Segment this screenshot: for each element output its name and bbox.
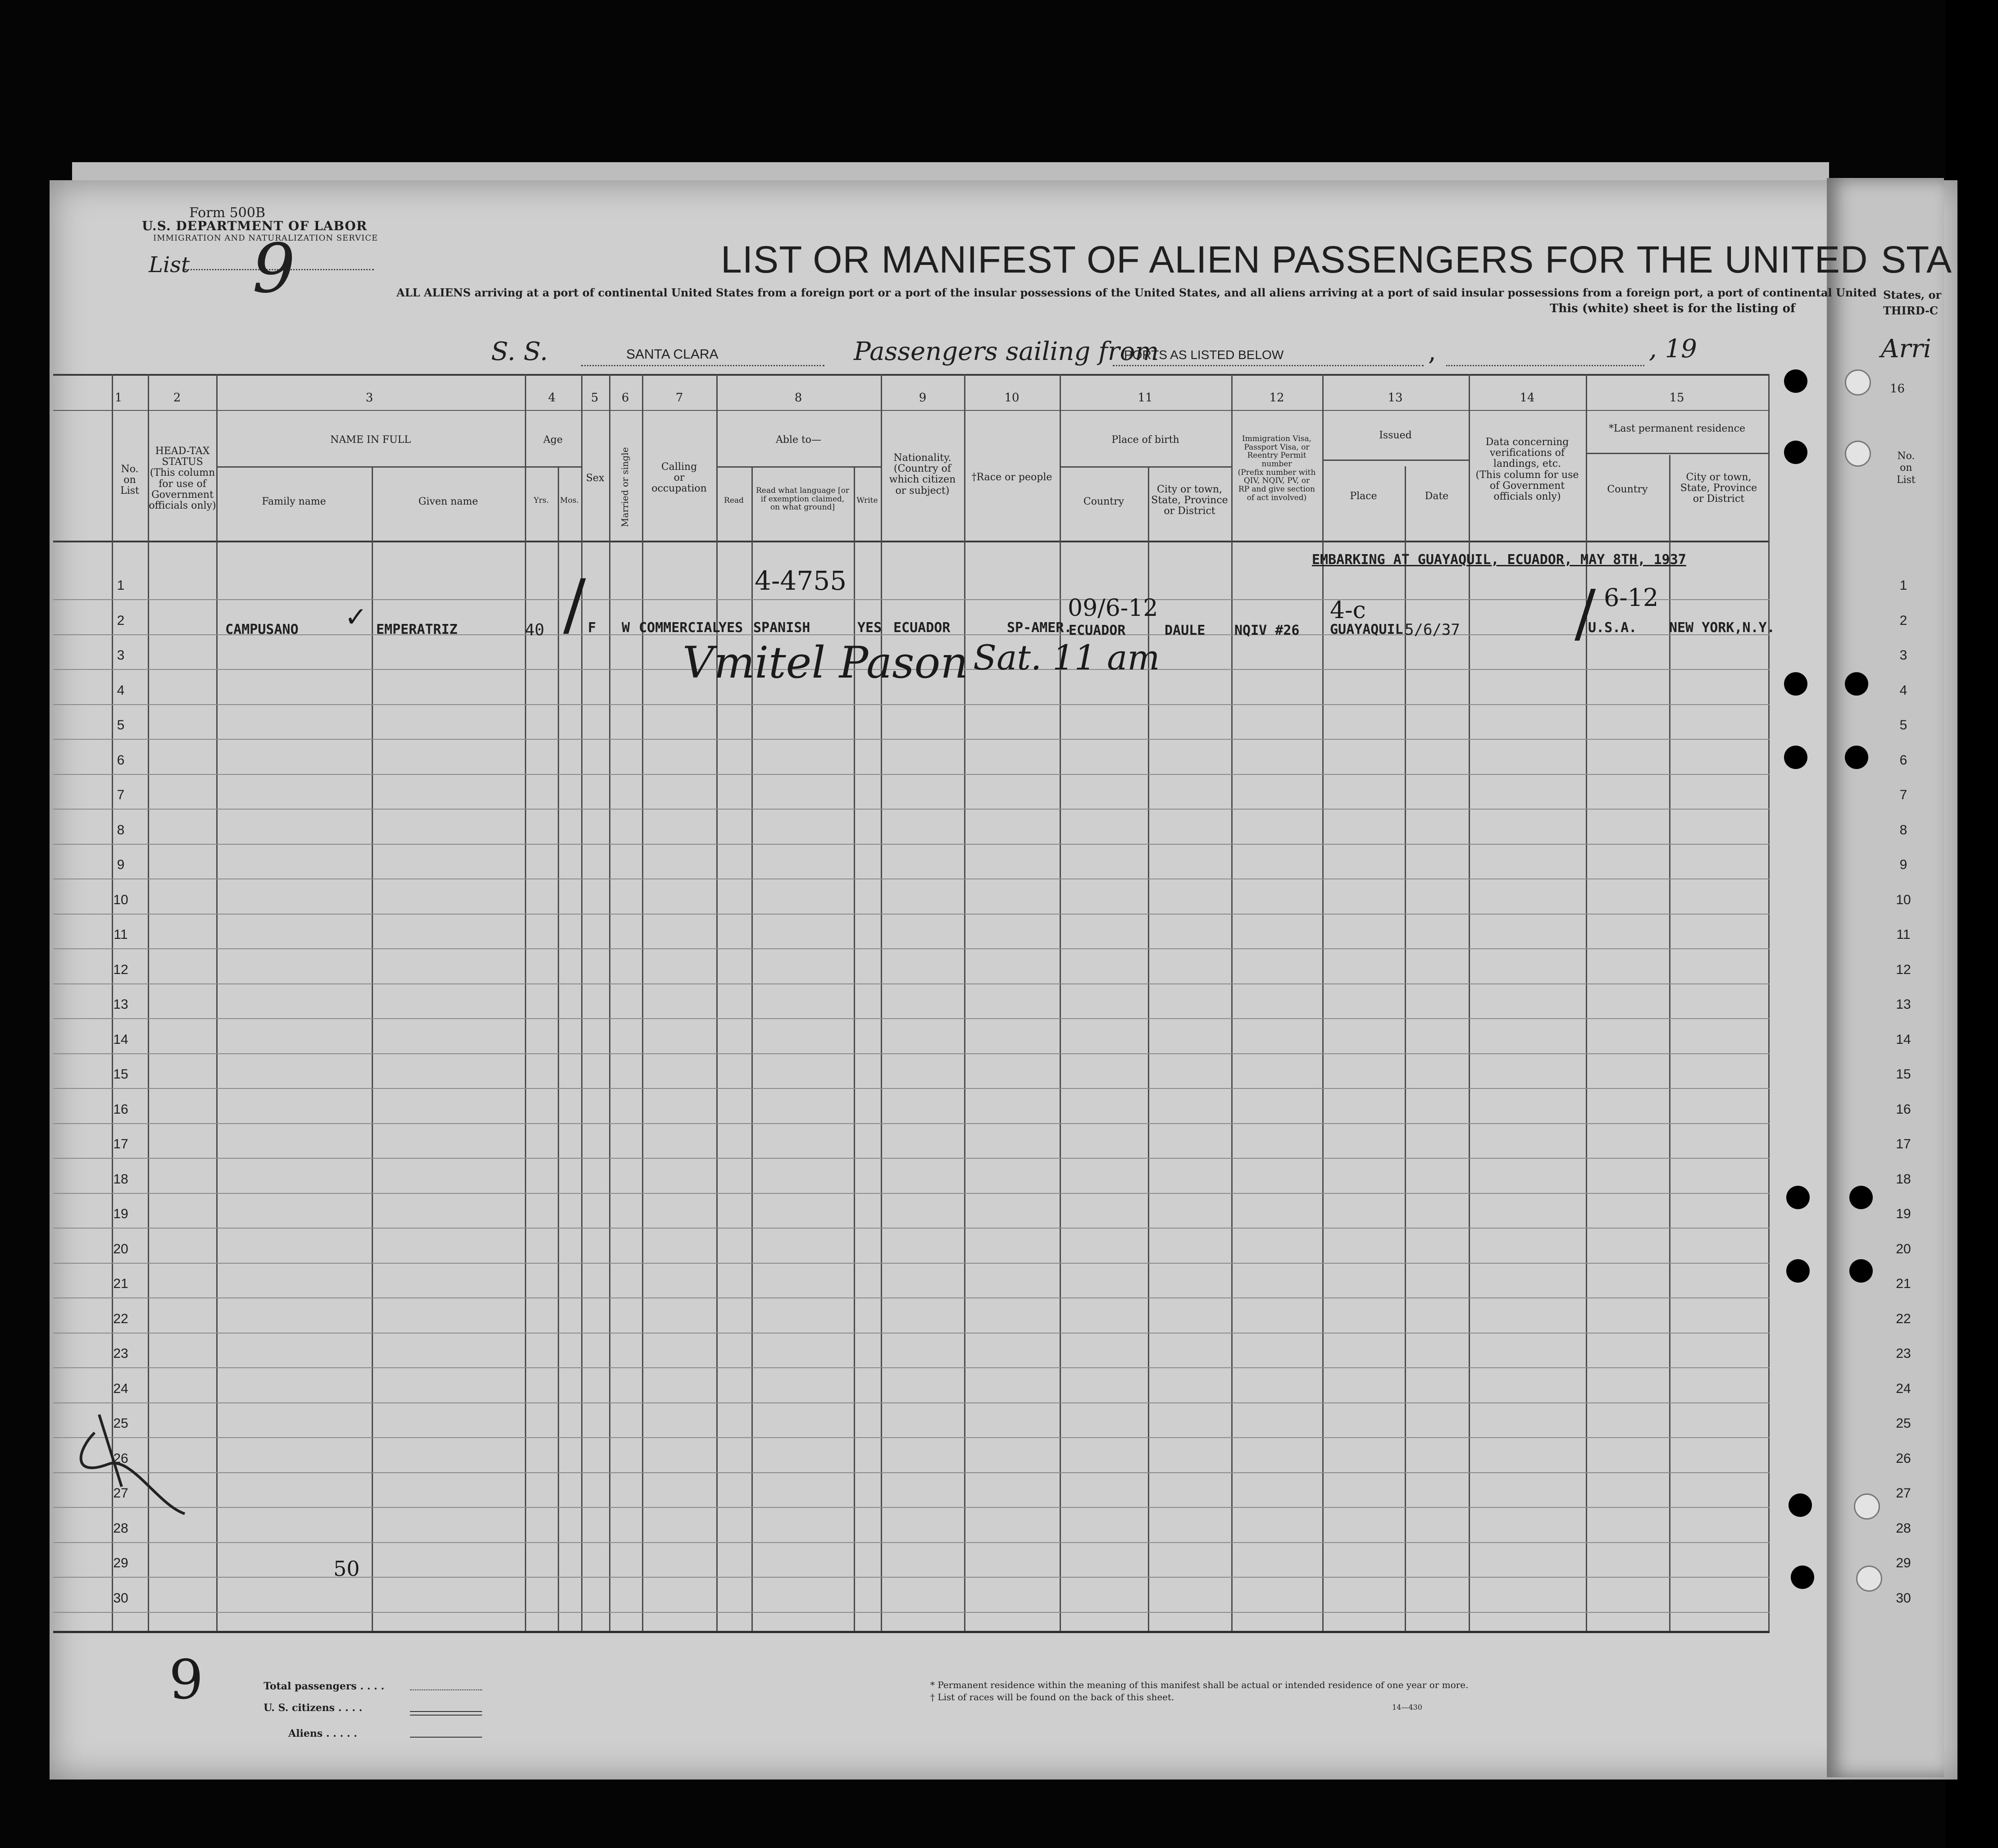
row-rule [53,1507,1770,1508]
header-head-tax: HEAD-TAX STATUS (This column for use of Government officials only) [149,446,216,511]
language-cell: SPANISH [753,620,810,636]
punch-hole [1856,1566,1882,1592]
row-number: 6 [117,752,125,768]
header-given-name: Given name [418,496,478,507]
aliens-label: Aliens . . . . . [288,1728,357,1739]
ship-line [581,365,824,366]
pen-scribble [68,1397,203,1523]
row-rule [53,983,1770,984]
facing-row-number: 30 [1896,1590,1911,1606]
manifest-subtitle: ALL ALIENS arriving at a port of continental United States from a foreign port or a port of the insular possessions of the United States, and all aliens arriving at a port of said insular possessions from a foreign port, a port of continental United [396,286,1877,299]
col-line [1768,374,1770,1631]
row-rule [53,1263,1770,1264]
group-rule [1586,453,1768,454]
row-rule [53,739,1770,740]
header-issued-place: Place [1350,491,1377,502]
form-code: 14—430 [1392,1703,1422,1711]
row-number: 1 [117,578,125,593]
row-rule [53,948,1770,949]
facing-row-number: 26 [1896,1451,1911,1466]
facing-subtitle-2: THIRD-C [1883,304,1939,317]
row-rule [53,1402,1770,1403]
row-rule [53,1228,1770,1229]
row-number: 25 [113,1416,128,1431]
row-rule [53,704,1770,705]
column-number: 8 [794,391,802,405]
col-line [372,466,373,1631]
manifest-title: LIST OR MANIFEST OF ALIEN PASSENGERS FOR THE UNITED [721,238,1868,281]
row-number: 17 [113,1137,128,1152]
row-number: 10 [113,892,128,907]
ship-label: S. S. [491,337,548,366]
header-marital: Married or single [619,447,630,527]
facing-row-number: 13 [1896,997,1911,1012]
row-number: 19 [113,1206,128,1221]
group-rule [716,466,881,468]
col-line [609,374,610,1631]
facing-row-number: 16 [1896,1102,1911,1117]
header-rule [53,541,1770,542]
ports-line [1113,365,1424,366]
row-rule [53,1437,1770,1438]
row-rule [53,1297,1770,1298]
row-number: 5 [117,718,125,733]
facing-row-number: 28 [1896,1520,1911,1536]
time-handwritten-note: Sat. 11 am [973,637,1160,678]
facing-row-number: 1 [1899,578,1907,593]
birth-city-cell: DAULE [1165,623,1206,638]
col-line [1405,466,1406,1631]
header-family-name: Family name [262,496,326,507]
row-number: 9 [117,857,125,872]
row-number: 11 [114,927,128,942]
row-number: 26 [113,1451,128,1466]
column-number: 15 [1669,391,1684,405]
row-rule [53,1123,1770,1124]
row-number: 8 [117,822,125,838]
row-rule [53,844,1770,845]
visa-handwritten-note: 4-c [1330,597,1366,624]
facing-row-number: 10 [1896,892,1911,907]
column-number: 12 [1269,391,1284,405]
residence-slash: / [1575,577,1596,650]
group-rule [1322,460,1469,461]
punch-hole [1845,369,1871,396]
column-number: 7 [675,391,683,405]
residence-footnote: * Permanent residence within the meaning of this manifest shall be actual or intended residence of one year or more. [930,1680,1469,1690]
column-number: 10 [1004,391,1019,405]
facing-row-number: 12 [1896,962,1911,977]
col-line [1060,374,1061,1631]
us-citizens-line-2 [410,1715,482,1716]
header-read-language: Read what language [or if exemption claimed, on what ground] [756,486,849,512]
facing-row-number: 8 [1899,822,1907,838]
facing-row-number: 21 [1896,1276,1911,1291]
row-rule [53,878,1770,879]
row-rule [53,1333,1770,1334]
header-place-of-birth: Place of birth [1111,434,1179,446]
row-number: 27 [113,1486,128,1501]
facing-row-number: 6 [1899,752,1907,768]
column-number: 1 [114,391,123,405]
header-nationality: Nationality. (Country of which citizen or subject) [889,452,956,496]
facing-row-number: 15 [1896,1067,1911,1082]
check-mark: ✓ [345,601,368,633]
header-res-country: Country [1607,484,1648,495]
header-able-to: Able to— [775,434,822,446]
header-write: Write [856,496,878,505]
header-name-in-full: NAME IN FULL [330,434,411,446]
family-name-cell: CAMPUSANO [225,622,299,637]
punch-hole [1849,1186,1873,1209]
sailing-from: PORTS AS LISTED BELOW [1124,348,1284,362]
facing-row-number: 27 [1896,1486,1911,1501]
year-prefix: , 19 [1649,334,1697,364]
header-race: †Race or people [971,472,1052,483]
list-number: 9 [252,230,296,308]
row-rule [53,1367,1770,1368]
row-rule [53,1472,1770,1473]
row-number: 20 [113,1241,128,1256]
header-last-residence: *Last permanent residence [1608,423,1746,434]
issued-place-cell: GUAYAQUIL [1330,622,1403,637]
manifest-sheet [50,180,1957,1780]
table-bottom-rule [53,1631,1770,1633]
row-number: 23 [113,1346,128,1361]
column-number: 6 [621,391,629,405]
row-number: 12 [113,962,128,977]
header-res-city: City or town, State, Province or District [1680,472,1757,505]
punch-hole [1784,746,1807,769]
race-footnote: † List of races will be found on the back of this sheet. [930,1692,1174,1702]
row-number: 3 [117,648,125,663]
us-citizens-label: U. S. citizens . . . . [264,1702,363,1714]
header-read: Read [724,496,744,505]
facing-row-number: 22 [1896,1311,1911,1326]
visa-cell: NQIV #26 [1234,623,1300,638]
column-number: 14 [1520,391,1535,405]
facing-page [1827,178,1944,1777]
given-name-cell: EMPERATRIZ [376,622,458,637]
column-number: 3 [365,391,373,405]
punch-hole [1784,441,1807,464]
facing-row-number: 24 [1896,1381,1911,1396]
read-cell: YES [719,620,743,636]
date-line [1446,365,1644,366]
column-number: 13 [1388,391,1403,405]
row-rule [53,1542,1770,1543]
header-visa: Immigration Visa, Passport Visa, or Reentry Permit number (Prefix number with QIV, NQIV, PV, or RP and give section of act involved) [1238,434,1316,502]
row-number: 18 [113,1171,128,1187]
service-name: IMMIGRATION AND NATURALIZATION SERVICE [153,233,378,243]
department-name: U.S. DEPARTMENT OF LABOR [142,218,368,233]
row-number: 30 [113,1590,128,1606]
total-passengers-line [410,1689,482,1690]
facing-row-number: 3 [1899,648,1907,663]
punch-hole [1789,1493,1812,1517]
footer-list-number: 9 [169,1649,204,1711]
facing-row-number: 18 [1896,1171,1911,1187]
punch-hole [1845,441,1871,467]
row-rule [53,1053,1770,1054]
row-number: 4 [117,683,125,698]
facing-row-number: 4 [1899,683,1907,698]
row-number: 2 [117,613,125,628]
facing-row-number: 20 [1896,1241,1911,1256]
nationality-cell: ECUADOR [893,620,951,636]
facing-row-number: 17 [1896,1137,1911,1152]
column-number: 5 [591,391,599,405]
punch-hole [1784,672,1807,696]
row-rule [53,1193,1770,1194]
age-slash: / [563,565,586,644]
age-years-cell: 40 [525,621,545,639]
group-rule [525,466,581,468]
column-number: 9 [919,391,927,405]
facing-title: STA [1881,238,1952,281]
facing-row-number: 29 [1896,1556,1911,1570]
column-number: 4 [548,391,556,405]
facing-row-number: 2 [1899,613,1907,628]
row-number: 24 [113,1381,128,1396]
facing-col-header: No. on List [1897,451,1916,486]
ship-name: SANTA CLARA [626,347,719,362]
facing-row-number: 5 [1899,718,1907,733]
group-rule [216,466,525,468]
facing-row-number: 25 [1896,1416,1911,1431]
punch-hole [1786,1186,1810,1209]
header-verifications: Data concerning verifications of landings, etc. (This column for use of Government officials only) [1475,437,1579,502]
us-citizens-line [410,1711,482,1712]
row-rule [53,599,1770,600]
row-number: 16 [113,1102,128,1117]
column-number: 2 [173,391,181,405]
header-age-months: Mos. [560,496,579,505]
row-number: 22 [113,1311,128,1326]
aliens-line [410,1737,482,1738]
row-rule [53,1158,1770,1159]
header-issued: Issued [1379,430,1412,441]
residence-country-cell: U.S.A. [1588,620,1637,636]
count-note: 50 [333,1557,360,1581]
group-rule [1060,466,1231,468]
facing-row-number: 23 [1896,1346,1911,1361]
row-number: 13 [113,997,128,1012]
row-rule [53,1612,1770,1613]
residence-handwritten-note: 6-12 [1604,583,1659,612]
sex-cell: F [588,620,596,636]
issued-date-cell: 5/6/37 [1405,621,1460,639]
race-cell: SP-AMER. [1007,620,1072,636]
facing-row-number: 14 [1896,1032,1911,1047]
birth-handwritten-note: 09/6-12 [1068,595,1158,622]
row-number: 7 [117,787,125,802]
row-number: 15 [113,1067,128,1082]
form-number: Form 500B [189,205,265,221]
punch-hole [1845,746,1868,769]
header-birth-country: Country [1083,496,1124,507]
table-top-rule [53,374,1770,376]
facing-row-number: 19 [1896,1206,1911,1221]
column-number: 11 [1138,391,1153,405]
row-rule [53,809,1770,810]
punch-hole [1784,369,1807,393]
total-passengers-label: Total passengers . . . . [264,1680,384,1692]
facing-col-number: 16 [1890,382,1905,396]
col-line [558,466,559,1631]
row-rule [53,1018,1770,1019]
row-number: 21 [113,1276,128,1291]
list-label: List [149,252,190,278]
col-line [581,374,583,1631]
col-line [964,374,965,1631]
header-age-years: Yrs. [533,496,549,505]
col-line [1231,374,1233,1631]
header-sex: Sex [586,473,605,484]
header-birth-city: City or town, State, Province or District [1151,484,1228,517]
header-occupation: Calling or occupation [651,461,707,495]
facing-row-number: 9 [1899,857,1907,872]
residence-city-cell: NEW YORK,N.Y. [1669,620,1775,636]
facing-row-number: 7 [1899,787,1907,802]
col-line [642,374,643,1631]
column-number-rule [53,410,1770,411]
manifest-subtitle-2: This (white) sheet is for the listing of [1550,302,1796,315]
birth-country-cell: ECUADOR [1069,623,1126,638]
inspector-signature: Vmitel Pason [683,637,969,688]
col-line [881,374,882,1631]
language-handwritten-note: 4-4755 [755,565,847,596]
punch-hole [1854,1493,1880,1520]
col-line [716,374,718,1631]
row-number: 29 [113,1556,128,1570]
comma: , [1428,337,1436,366]
row-rule [53,1088,1770,1089]
col-line [216,374,218,1631]
row-rule [53,774,1770,775]
write-cell: YES [857,620,882,636]
facing-arrival: Arri [1881,334,1931,364]
punch-hole [1849,1259,1873,1283]
row-rule [53,914,1770,915]
embarking-note: EMBARKING AT GUAYAQUIL, ECUADOR, MAY 8TH, 1937 [1312,552,1686,568]
row-rule [53,1577,1770,1578]
sailing-label: Passengers sailing from [854,337,1159,366]
marital-cell: W [622,620,630,636]
punch-hole [1845,672,1868,696]
header-no-on-list: No. on List [120,464,139,497]
col-line [525,374,526,1631]
punch-hole [1791,1566,1814,1589]
facing-subtitle-1: States, or [1883,288,1942,301]
row-number: 14 [113,1032,128,1047]
punch-hole [1786,1259,1810,1283]
occupation-cell: COMMERCIAL [639,620,720,636]
header-age: Age [543,434,563,446]
facing-row-number: 11 [1896,927,1911,942]
row-number: 28 [113,1520,128,1536]
header-issued-date: Date [1425,491,1449,502]
